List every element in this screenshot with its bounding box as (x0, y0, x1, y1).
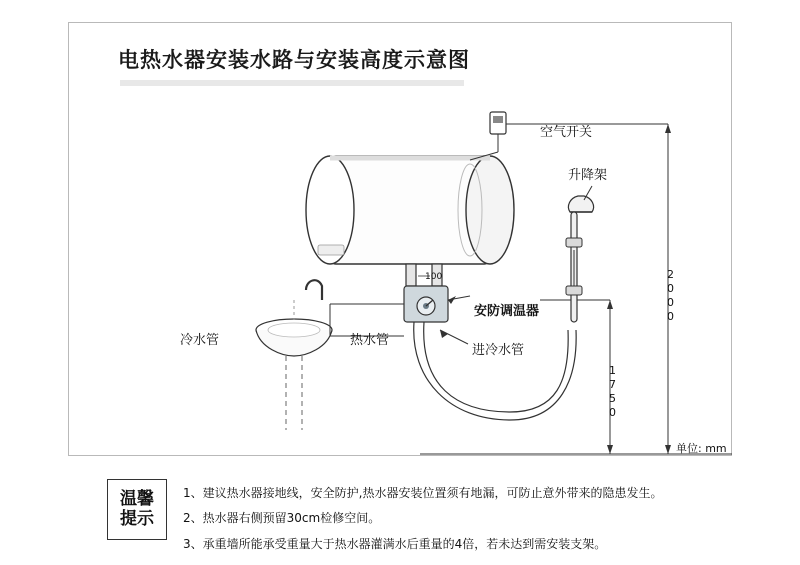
dimension-100: 100 (425, 272, 443, 282)
page-title: 电热水器安装水路与安装高度示意图 (118, 48, 470, 72)
label-lift-bracket: 升降架 (568, 168, 608, 183)
label-air-switch: 空气开关 (540, 125, 593, 140)
tips-item: 2、热水器右侧预留30cm检修空间。 (183, 511, 381, 526)
unit-note: 单位: mm (676, 442, 727, 455)
tips-item: 1、建议热水器接地线，安全防护,热水器安装位置须有地漏，可防止意外带来的隐患发生。 (183, 486, 663, 500)
tips-badge-line1: 温馨 (120, 488, 154, 509)
tips-badge (107, 479, 167, 540)
dimension-2000: 2000 (664, 268, 677, 324)
tips-list (183, 486, 743, 562)
label-thermostat: 安防调温器 (474, 304, 540, 319)
label-hot-water-pipe: 热水管 (350, 333, 390, 348)
label-cold-water-pipe: 冷水管 (180, 333, 220, 348)
tips-badge-line2: 提示 (120, 508, 154, 529)
dimension-1750: 1750 (606, 364, 619, 420)
tips-item: 3、承重墙所能承受重量大于热水器灌满水后重量的4倍，若未达到需安装支架。 (183, 536, 607, 551)
label-inlet-cold-water: 进冷水管 (472, 343, 525, 358)
